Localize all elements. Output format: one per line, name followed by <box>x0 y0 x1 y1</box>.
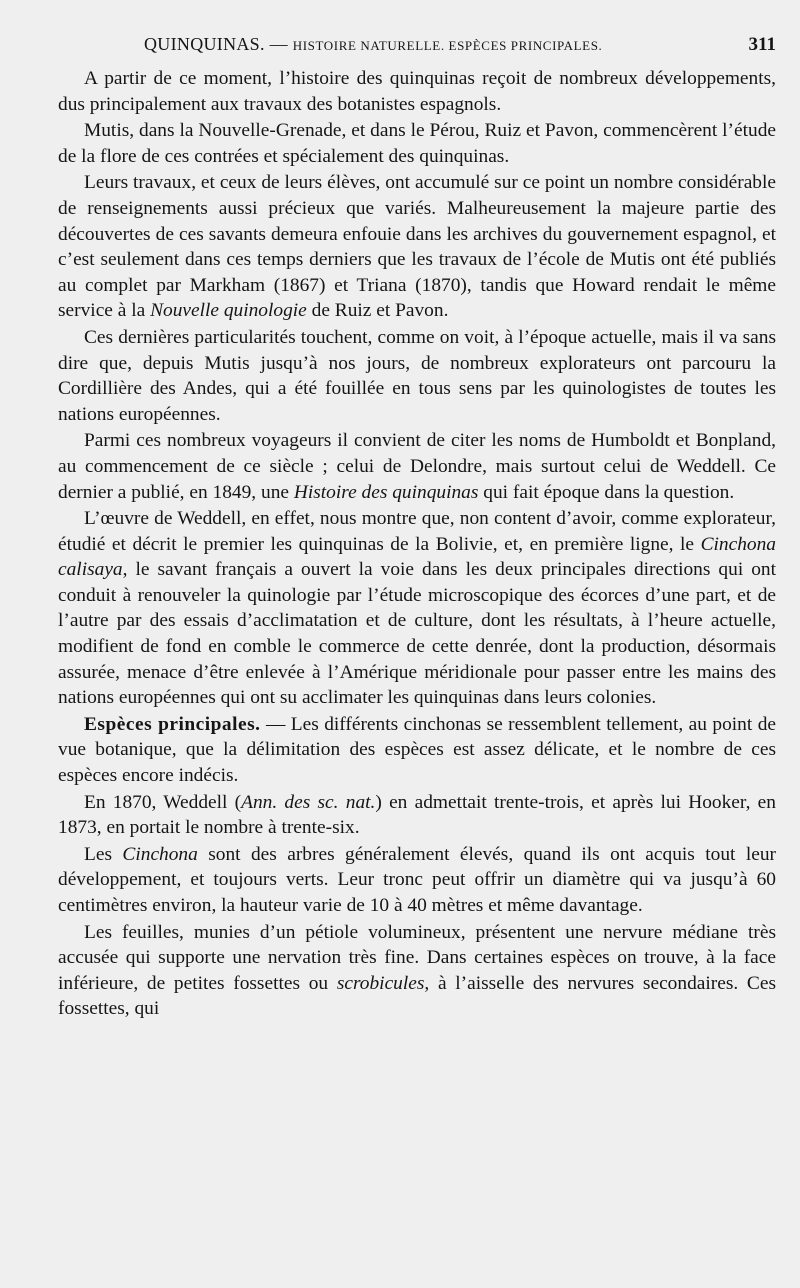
paragraph <box>58 842 776 919</box>
italic-run: Ann. des sc. nat. <box>241 791 376 813</box>
paragraph <box>58 118 776 169</box>
paragraph <box>58 428 776 505</box>
text-run: de Ruiz et Pavon. <box>306 300 449 322</box>
text-run: Leurs travaux, et ceux de leurs élèves, ont accumulé sur ce point un nombre considérable de renseignements aussi précieux que variés. Malheureusement la majeure partie des découvertes de ces savants demeura enfouie dans les archives du gouvernement espagnol, et c’est seulement dans ces temps derniers que les travaux de l’école de Mutis ont été publiés au complet par Markham (1867) et Triana (1870), tandis que Howard rendait le même service à la <box>58 172 776 322</box>
italic-run: scrobicules <box>336 972 425 994</box>
paragraph <box>58 170 776 324</box>
running-header <box>58 34 776 60</box>
running-head-main: QUINQUINAS. — <box>144 34 288 54</box>
paragraph <box>58 325 776 427</box>
text-run: L’œuvre de Weddell, en effet, nous montre que, non content d’avoir, comme explorateur, étudié et décrit le premier les quinquinas de la Bolivie, et, en première ligne, le <box>58 508 776 555</box>
text-run: En 1870, Weddell ( <box>84 791 242 813</box>
text-run: , à l’aisselle des nervures secondaires. Ces fossettes, qui <box>58 972 777 1020</box>
paragraph <box>58 712 776 789</box>
paragraph <box>58 790 776 841</box>
text-run: Les <box>84 843 123 865</box>
italic-run: Cinchona calisaya <box>58 533 776 581</box>
running-head <box>144 34 602 55</box>
text-run: , le savant français a ouvert la voie dans les deux principales directions qui ont conduit à renouveler la quinologie par l’étude microscopique des écorces d’une part, et de l’autre par des essais d’acclimatation et de culture, dont les résultats, à l’heure actuelle, modifient de fond en comble le commerce de cette denrée, dont la production, désormais assurée, menace d’être enlevée à l’Amérique méridionale pour passer entre les mains des nations européennes qui ont su acclimater les quinquinas dans leurs colonies. <box>58 559 776 709</box>
running-head-subtitle: HISTOIRE NATURELLE. ESPÈCES PRINCIPALES. <box>292 38 603 53</box>
italic-run: Cinchona <box>122 843 198 865</box>
text-run: ) en admettait trente-trois, et après lui Hooker, en 1873, en portait le nombre à trente-six. <box>58 791 776 839</box>
text-run: Les feuilles, munies d’un pétiole volumineux, présentent une nervure médiane très accusée qui supporte une nervation très fine. Dans certaines espèces on trouve, à la face inférieure, de petites fossettes ou <box>58 921 776 994</box>
page-number: 311 <box>748 34 776 55</box>
text-run: Mutis, dans la Nouvelle-Grenade, et dans le Pérou, Ruiz et Pavon, commencèrent l’étude de la flore de ces contrées et spécialement des quinquinas. <box>58 120 776 167</box>
bold-heading-run: Espèces principales. <box>84 713 261 735</box>
paragraph <box>58 66 776 117</box>
text-run: A partir de ce moment, l’histoire des quinquinas reçoit de nombreux développements, dus principalement aux travaux des botanistes espagnols. <box>58 68 776 115</box>
body-text <box>58 66 776 1022</box>
text-run: Ces dernières particularités touchent, comme on voit, à l’époque actuelle, mais il va sans dire que, depuis Mutis jusqu’à nos jours, de nombreux explorateurs ont parcouru la Cordillière des Andes, qui a été fouillée en tous sens par les quinologistes de toutes les nations européennes. <box>58 326 776 425</box>
italic-run: Histoire des quinquinas <box>293 481 479 503</box>
italic-run: Nouvelle quinologie <box>150 300 307 322</box>
text-run: sont des arbres généralement élevés, quand ils ont acquis tout leur développement, et toujours verts. Leur tronc peut offrir un diamètre qui va jusqu’à 60 centimètres environ, la hauteur varie de 10 à 40 mètres et même davantage. <box>58 843 776 916</box>
paragraph <box>58 506 776 711</box>
text-run: — Les différents cinchonas se ressemblent tellement, au point de vue botanique, que la délimitation des espèces est assez délicate, et le nombre de ces espèces encore indécis. <box>58 713 776 787</box>
text-run: Parmi ces nombreux voyageurs il convient de citer les noms de Humboldt et Bonpland, au commencement de ce siècle ; celui de Delondre, mais surtout celui de Weddell. Ce dernier a publié, en 1849, une <box>58 430 776 503</box>
text-run: qui fait époque dans la question. <box>478 481 735 503</box>
paragraph <box>58 920 776 1022</box>
